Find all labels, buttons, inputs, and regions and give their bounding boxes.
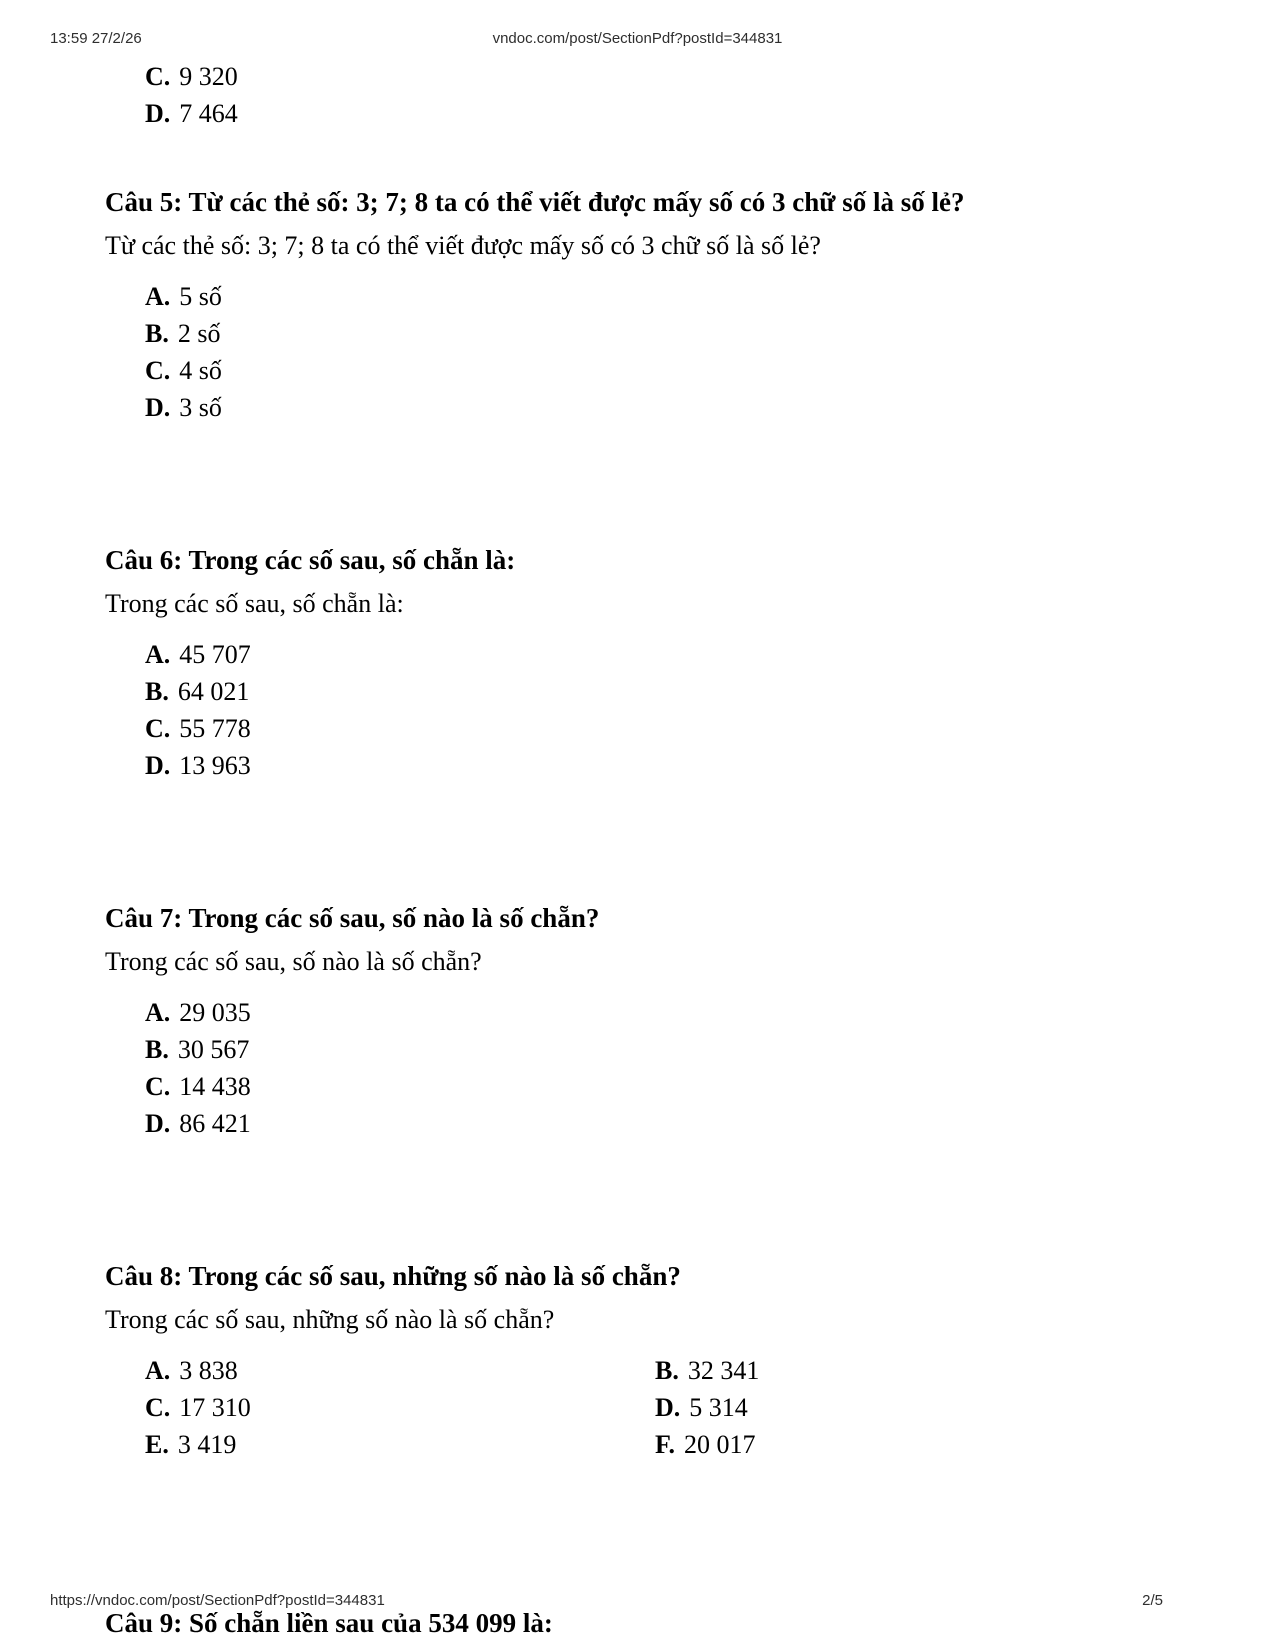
option-letter: C. (145, 62, 171, 91)
option-text: 55 778 (179, 714, 251, 743)
option-letter: C. (145, 1393, 171, 1422)
page-header (0, 30, 1275, 50)
option-row (655, 1352, 1205, 1389)
option-letter: D. (145, 751, 171, 780)
option-row (145, 747, 1205, 784)
option-row (145, 95, 1205, 132)
option-text: 5 số (179, 282, 222, 311)
option-text: 20 017 (684, 1430, 756, 1459)
option-letter: E. (145, 1430, 169, 1459)
carryover-options (145, 58, 1205, 132)
option-row (145, 389, 1205, 426)
option-text: 3 419 (177, 1430, 237, 1459)
option-text: 86 421 (179, 1109, 251, 1138)
option-row (145, 1426, 655, 1463)
option-row (145, 1105, 1205, 1142)
option-row (655, 1426, 1205, 1463)
option-row (145, 994, 1205, 1031)
question-block-5 (105, 184, 1205, 426)
option-text: 5 314 (689, 1393, 748, 1422)
option-text: 32 341 (687, 1356, 760, 1385)
option-letter: D. (145, 1109, 171, 1138)
option-letter: F. (655, 1430, 675, 1459)
question-title: Câu 6: Trong các số sau, số chẵn là: (105, 545, 516, 575)
question-title: Câu 8: Trong các số sau, những số nào là số chẵn? (105, 1261, 681, 1291)
option-letter: C. (145, 356, 171, 385)
option-text: 29 035 (179, 998, 251, 1027)
option-letter: A. (145, 640, 171, 669)
question-options (145, 278, 1205, 426)
option-row (145, 710, 1205, 747)
option-text: 4 số (179, 356, 222, 385)
question-title: Câu 5: Từ các thẻ số: 3; 7; 8 ta có thể viết được mấy số có 3 chữ số là số lẻ? (105, 187, 965, 217)
option-text: 3 số (179, 393, 222, 422)
option-letter: B. (145, 677, 169, 706)
option-letter: B. (145, 1035, 169, 1064)
option-letter: B. (145, 319, 169, 348)
option-text: 3 838 (179, 1356, 238, 1385)
question-subtitle: Từ các thẻ số: 3; 7; 8 ta có thể viết được mấy số có 3 chữ số là số lẻ? (105, 231, 821, 260)
option-row (145, 673, 1205, 710)
option-letter: A. (145, 1356, 171, 1385)
option-row (145, 278, 1205, 315)
option-text: 14 438 (179, 1072, 251, 1101)
question-subtitle: Trong các số sau, những số nào là số chẵn? (105, 1305, 555, 1334)
option-text: 17 310 (179, 1393, 251, 1422)
option-text: 2 số (177, 319, 221, 348)
option-letter: B. (655, 1356, 679, 1385)
page-indicator: 2/5 (1142, 1592, 1163, 1609)
option-row (655, 1389, 1205, 1426)
option-text: 45 707 (179, 640, 251, 669)
option-row (145, 1068, 1205, 1105)
option-text: 13 963 (179, 751, 251, 780)
question-subtitle: Trong các số sau, số nào là số chẵn? (105, 947, 482, 976)
page-footer (0, 1592, 1275, 1612)
option-letter: D. (655, 1393, 681, 1422)
header-timestamp: 13:59 27/2/26 (50, 30, 142, 47)
option-row (145, 1031, 1205, 1068)
header-url: vndoc.com/post/SectionPdf?postId=344831 (492, 30, 783, 47)
option-letter: A. (145, 998, 171, 1027)
option-row (145, 352, 1205, 389)
question-options (145, 1352, 1205, 1463)
option-text: 64 021 (177, 677, 250, 706)
question-subtitle: Trong các số sau, số chẵn là: (105, 589, 404, 618)
question-block-6 (105, 542, 1205, 784)
question-title: Câu 9: Số chẵn liền sau của 534 099 là: (105, 1608, 553, 1638)
option-letter: A. (145, 282, 171, 311)
option-text: 9 320 (179, 62, 238, 91)
footer-url: https://vndoc.com/post/SectionPdf?postId=344831 (50, 1592, 385, 1609)
option-letter: D. (145, 393, 171, 422)
option-row (145, 636, 1205, 673)
option-letter: D. (145, 99, 171, 128)
question-options (145, 994, 1205, 1142)
document-content (105, 58, 1205, 1641)
question-block-8 (105, 1258, 1205, 1463)
question-options (145, 636, 1205, 784)
option-row (145, 1389, 655, 1426)
option-row (145, 58, 1205, 95)
option-text: 7 464 (179, 99, 238, 128)
option-row (145, 315, 1205, 352)
question-block-7 (105, 900, 1205, 1142)
option-text: 30 567 (177, 1035, 250, 1064)
option-letter: C. (145, 1072, 171, 1101)
option-row (145, 1352, 655, 1389)
option-letter: C. (145, 714, 171, 743)
question-title: Câu 7: Trong các số sau, số nào là số chẵn? (105, 903, 600, 933)
